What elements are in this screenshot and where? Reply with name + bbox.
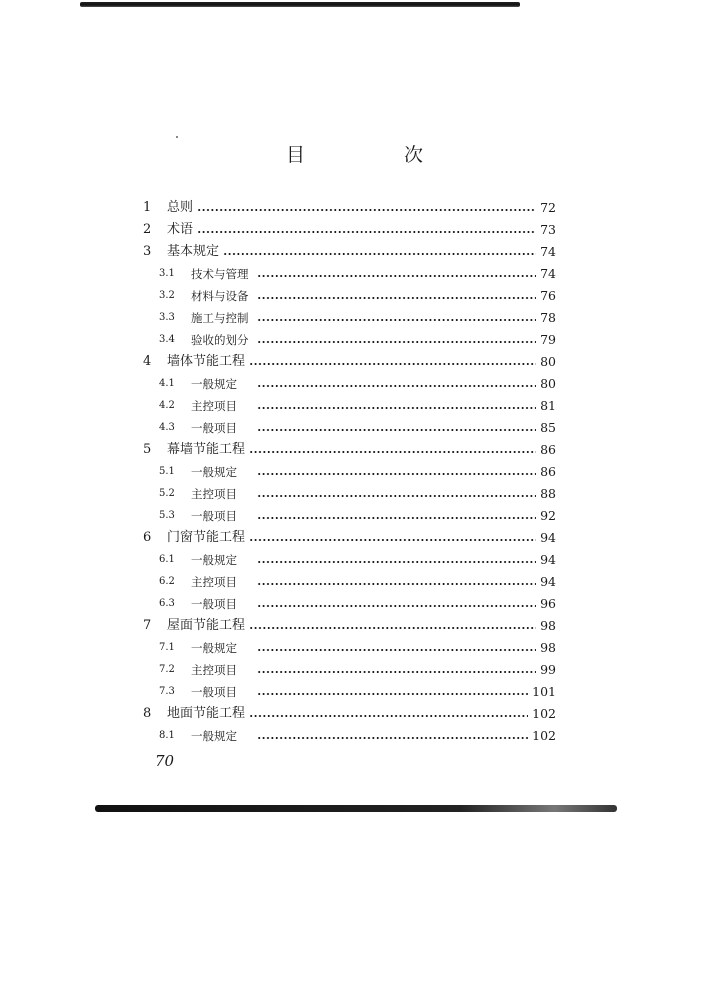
toc-entry-page: 96 [540, 596, 556, 611]
table-of-contents [143, 197, 556, 747]
toc-entry-label: 一般规定 [191, 465, 237, 479]
toc-entry-page: 86 [540, 442, 556, 457]
toc-entry-page: 79 [540, 332, 556, 347]
toc-entry-label: 一般项目 [191, 509, 237, 523]
toc-entry-label: 术语 [167, 222, 194, 237]
toc-entry-number: 5 [143, 442, 152, 457]
toc-entry[interactable] [143, 395, 556, 417]
toc-leader-dots [249, 715, 528, 717]
toc-entry-label: 地面节能工程 [167, 706, 246, 721]
page-number: 70 [155, 752, 175, 770]
toc-entry[interactable] [143, 417, 556, 439]
toc-entry-page: 76 [540, 288, 556, 303]
toc-entry-number: 5.3 [159, 510, 175, 521]
toc-leader-dots [257, 275, 536, 277]
toc-entry-number: 3.3 [159, 312, 175, 323]
toc-entry-page: 80 [540, 354, 556, 369]
toc-entry-label: 一般项目 [191, 421, 237, 435]
toc-leader-dots [257, 385, 536, 387]
toc-entry[interactable] [143, 703, 556, 725]
toc-leader-dots [257, 649, 536, 651]
toc-entry-page: 74 [540, 244, 556, 259]
toc-leader-dots [257, 473, 536, 475]
toc-leader-dots [249, 451, 536, 453]
toc-entry-page: 94 [540, 574, 556, 589]
top-rule [80, 2, 520, 7]
toc-entry-number: 7 [143, 618, 152, 633]
toc-entry-number: 6.3 [159, 598, 175, 609]
toc-entry-label: 总则 [167, 200, 194, 215]
toc-entry[interactable] [143, 373, 556, 395]
toc-entry-label: 幕墙节能工程 [167, 442, 246, 457]
toc-entry-number: 7.3 [159, 686, 175, 697]
toc-entry-page: 99 [540, 662, 556, 677]
toc-entry-label: 主控项目 [191, 399, 237, 413]
toc-entry[interactable] [143, 197, 556, 219]
toc-entry-page: 94 [540, 552, 556, 567]
toc-leader-dots [249, 627, 536, 629]
toc-entry-number: 6.1 [159, 554, 175, 565]
toc-entry-label: 验收的划分 [191, 333, 249, 347]
toc-entry-page: 102 [532, 706, 556, 721]
toc-entry[interactable] [143, 571, 556, 593]
toc-entry[interactable] [143, 615, 556, 637]
toc-leader-dots [257, 319, 536, 321]
toc-entry[interactable] [143, 659, 556, 681]
toc-entry-page: 86 [540, 464, 556, 479]
toc-entry-number: 6.2 [159, 576, 175, 587]
toc-entry-label: 一般规定 [191, 553, 237, 567]
toc-entry[interactable] [143, 593, 556, 615]
toc-entry-page: 81 [540, 398, 556, 413]
toc-entry-page: 80 [540, 376, 556, 391]
toc-entry-page: 94 [540, 530, 556, 545]
toc-entry[interactable] [143, 329, 556, 351]
toc-entry-number: 2 [143, 222, 152, 237]
toc-entry-number: 7.1 [159, 642, 175, 653]
toc-entry-label: 技术与管理 [191, 267, 249, 281]
toc-entry-number: 4.1 [159, 378, 175, 389]
toc-entry-label: 主控项目 [191, 575, 237, 589]
toc-leader-dots [257, 495, 536, 497]
toc-entry[interactable] [143, 681, 556, 703]
scan-speck [176, 136, 178, 138]
toc-entry-number: 3.2 [159, 290, 175, 301]
toc-entry[interactable] [143, 285, 556, 307]
toc-leader-dots [257, 517, 536, 519]
toc-entry-number: 5.1 [159, 466, 175, 477]
toc-leader-dots [249, 539, 536, 541]
toc-entry-label: 施工与控制 [191, 311, 249, 325]
toc-entry[interactable] [143, 439, 556, 461]
toc-leader-dots [257, 429, 536, 431]
toc-entry-number: 8.1 [159, 730, 175, 741]
toc-entry-number: 3 [143, 244, 152, 259]
toc-entry[interactable] [143, 263, 556, 285]
toc-entry-number: 5.2 [159, 488, 175, 499]
toc-entry[interactable] [143, 241, 556, 263]
toc-entry[interactable] [143, 637, 556, 659]
toc-entry-page: 98 [540, 618, 556, 633]
toc-entry-label: 一般规定 [191, 729, 237, 743]
toc-entry-label: 一般项目 [191, 597, 237, 611]
toc-entry-page: 102 [532, 728, 556, 743]
toc-entry[interactable] [143, 307, 556, 329]
toc-entry-label: 一般规定 [191, 377, 237, 391]
toc-leader-dots [197, 209, 536, 211]
toc-leader-dots [249, 363, 536, 365]
toc-entry-number: 6 [143, 530, 152, 545]
toc-entry-number: 4.3 [159, 422, 175, 433]
toc-entry-number: 1 [143, 200, 152, 215]
toc-leader-dots [197, 231, 536, 233]
toc-entry[interactable] [143, 527, 556, 549]
toc-entry[interactable] [143, 725, 556, 747]
toc-entry-label: 门窗节能工程 [167, 530, 246, 545]
toc-entry[interactable] [143, 505, 556, 527]
toc-leader-dots [223, 253, 536, 255]
toc-entry-label: 基本规定 [167, 244, 220, 259]
toc-entry-number: 8 [143, 706, 152, 721]
toc-entry-label: 材料与设备 [191, 289, 249, 303]
toc-leader-dots [257, 297, 536, 299]
toc-leader-dots [257, 407, 536, 409]
bottom-rule [95, 805, 617, 812]
toc-entry-number: 4.2 [159, 400, 175, 411]
toc-leader-dots [257, 671, 536, 673]
toc-entry-page: 73 [540, 222, 556, 237]
toc-entry-page: 88 [540, 486, 556, 501]
toc-leader-dots [257, 341, 536, 343]
toc-entry-label: 主控项目 [191, 487, 237, 501]
toc-leader-dots [257, 583, 536, 585]
toc-entry-label: 墙体节能工程 [167, 354, 246, 369]
toc-entry-label: 屋面节能工程 [167, 618, 246, 633]
toc-leader-dots [257, 605, 536, 607]
toc-entry-number: 4 [143, 354, 152, 369]
toc-entry-page: 98 [540, 640, 556, 655]
toc-entry-number: 3.4 [159, 334, 175, 345]
toc-entry[interactable] [143, 549, 556, 571]
toc-leader-dots [257, 737, 528, 739]
toc-entry-page: 92 [540, 508, 556, 523]
toc-entry-page: 78 [540, 310, 556, 325]
toc-entry-page: 85 [540, 420, 556, 435]
toc-entry[interactable] [143, 351, 556, 373]
toc-leader-dots [257, 693, 528, 695]
page-title: 目 次 [285, 144, 463, 166]
toc-entry-page: 74 [540, 266, 556, 281]
toc-entry-label: 一般规定 [191, 641, 237, 655]
toc-leader-dots [257, 561, 536, 563]
toc-entry-label: 主控项目 [191, 663, 237, 677]
toc-entry[interactable] [143, 219, 556, 241]
toc-entry-label: 一般项目 [191, 685, 237, 699]
toc-entry-page: 72 [540, 200, 556, 215]
toc-entry[interactable] [143, 461, 556, 483]
toc-entry-page: 101 [532, 684, 556, 699]
toc-entry-number: 3.1 [159, 268, 175, 279]
toc-entry-number: 7.2 [159, 664, 175, 675]
toc-entry[interactable] [143, 483, 556, 505]
